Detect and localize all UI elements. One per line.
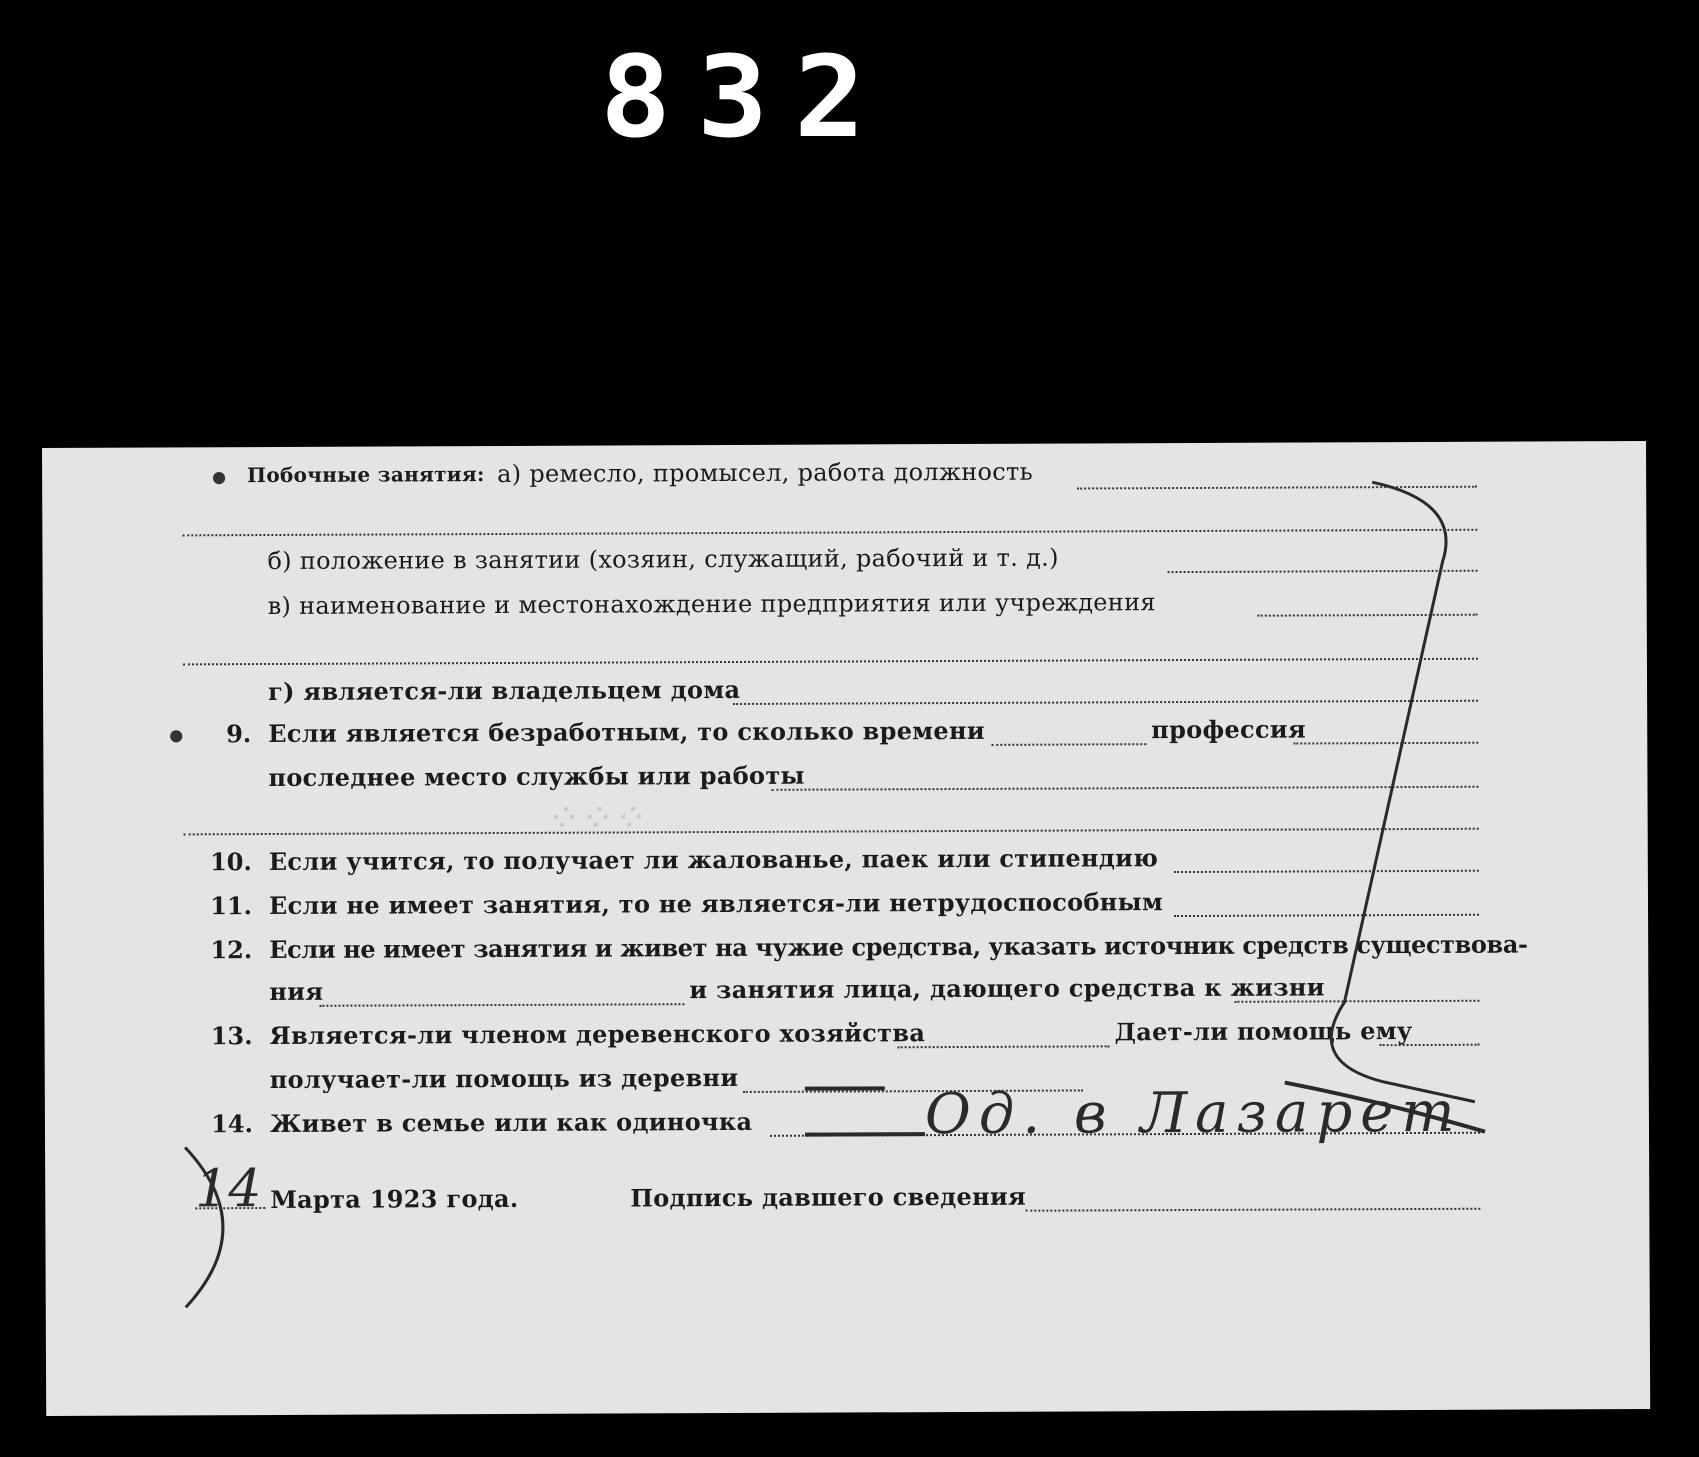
handwriting-strokes: [42, 441, 1650, 1416]
item9-last-job-label: последнее место службы или работы: [268, 760, 805, 793]
census-form-card: [42, 441, 1650, 1416]
item10-field[interactable]: [1174, 870, 1479, 873]
item12-provider-field[interactable]: [1234, 1000, 1479, 1003]
bullet: ●: [169, 725, 184, 745]
item8-header: Побочные занятия:: [247, 462, 485, 488]
signature-field[interactable]: [1025, 1208, 1480, 1212]
item8-a-field-line2[interactable]: [182, 529, 1477, 537]
bleed-through-mark: ⁘⁘⁘: [543, 795, 645, 842]
item13-number: 13.: [210, 1021, 253, 1051]
item10-label: Если учится, то получает ли жалованье, паек или стипендию: [268, 843, 1159, 877]
item9-label: Если является безработным, то сколько времени: [268, 715, 985, 749]
item8-b-label: б) положение в занятии (хозяин, служащий, рабочий и т. д.): [267, 543, 1059, 576]
item11-label: Если не имеет занятия, то не является-ли нетрудоспособным: [268, 887, 1164, 921]
item9-number: 9.: [226, 719, 252, 749]
item8-v-label: в) наименование и местонахождение предприятия или учреждения: [267, 588, 1156, 621]
item8-a-field[interactable]: [1077, 486, 1477, 490]
item13-help-field[interactable]: [1380, 1044, 1480, 1046]
handwritten-day: 14: [195, 1159, 262, 1220]
item13-help-label: Дает-ли помощь ему: [1114, 1016, 1413, 1047]
day-field[interactable]: [195, 1207, 265, 1209]
item12-provider-label: и занятия лица, дающего средства к жизни: [689, 972, 1325, 1005]
item11-number: 11.: [210, 891, 253, 921]
item9-duration-field[interactable]: [991, 743, 1146, 746]
item10-number: 10.: [209, 847, 252, 877]
signature-label: Подпись давшего сведения: [630, 1181, 1027, 1213]
item8-v-field[interactable]: [1258, 614, 1478, 617]
item8-g-field[interactable]: [733, 700, 1478, 705]
item8-a-label: а) ремесло, промысел, работа должность: [497, 457, 1034, 489]
item13-label: Является-ли членом деревенского хозяйства: [269, 1018, 926, 1051]
margin-bracket-stroke: [1329, 482, 1475, 1103]
item12-label: Если не имеет занятия и живет на чужие средства, указать источник средств существова-: [269, 929, 1528, 965]
item8-b-field[interactable]: [1168, 570, 1478, 573]
frame-number: 832: [600, 31, 892, 163]
item9-profession-label: профессия: [1151, 714, 1307, 745]
item14-handwritten-answer: Од. в Лазарет: [924, 1079, 1463, 1148]
item9-last-job-field-line2[interactable]: [184, 828, 1479, 836]
item13-member-field[interactable]: [898, 1045, 1110, 1048]
item14-number: 14.: [211, 1109, 254, 1139]
date-label: Марта 1923 года.: [270, 1183, 519, 1215]
item8-g-label: г) является-ли владельцем дома: [268, 674, 741, 707]
item9-profession-field[interactable]: [1293, 742, 1478, 745]
item12-source-field[interactable]: [319, 1003, 684, 1007]
item13-village-help-label: получает-ли помощь из деревни: [269, 1062, 739, 1095]
item14-label: Живет в семье или как одиночка: [269, 1106, 753, 1139]
bullet: ●: [212, 467, 227, 487]
item12-label-cont: ния: [269, 976, 324, 1007]
item9-last-job-field[interactable]: [771, 786, 1478, 791]
item11-field[interactable]: [1174, 914, 1479, 917]
item12-number: 12.: [210, 935, 253, 965]
item8-v-field-line2[interactable]: [183, 658, 1478, 666]
